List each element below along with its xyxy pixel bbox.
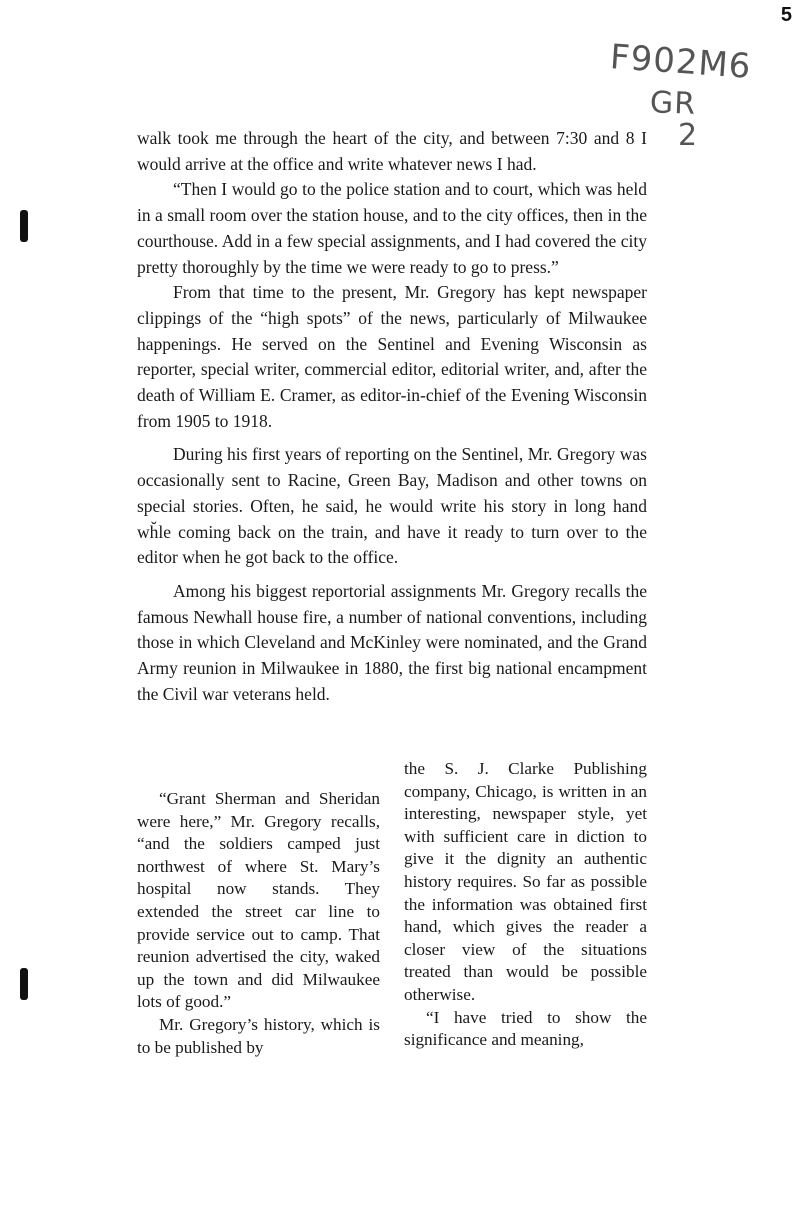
paragraph: walk took me through the heart of the city, and between 7:30 and 8 I would arrive at the office and write whatever news I had.	[137, 128, 647, 174]
handwritten-call-number: F902M6	[608, 37, 753, 87]
paragraph: the S. J. Clarke Publishing company, Chicago, is written in an interesting, newspaper style, yet with sufficient care in diction to give it the dignity an authentic history requires. So far as possible the information was obtained first hand, which gives the reader a closer view of the situations treated than would be possible otherwise.	[404, 759, 647, 1004]
binding-hole-mark	[20, 210, 28, 242]
left-column	[137, 758, 380, 1059]
article-body	[137, 126, 647, 707]
paragraph: “I have tried to show the significance and meaning,	[404, 1007, 647, 1050]
paragraph: During his first years of reporting on the Sentinel, Mr. Gregory was occasionally sent to Racine, Green Bay, Madison and other towns on special stories. Often, he said, he would write his story in long hand wh̆le coming back on the train, and have it ready to turn over to the editor when he got back to the office.	[137, 444, 647, 568]
right-column	[404, 758, 647, 1059]
binding-hole-mark	[20, 968, 28, 1000]
paragraph: “Then I would go to the police station and to court, which was held in a small room over the station house, and to the city offices, then in the courthouse. Add in a few special assignments, and I had covered the city pretty thoroughly by the time we were ready to go to press.”	[137, 179, 647, 277]
paragraph: Mr. Gregory’s history, which is to be published by	[137, 1014, 380, 1057]
handwritten-code: GR	[649, 85, 697, 122]
page-number: 5	[780, 4, 792, 26]
paragraph: “Grant Sherman and Sheridan were here,” Mr. Gregory recalls, “and the soldiers camped just northwest of where St. Mary’s hospital now stands. They extended the street car line to provide service out to camp. That reunion advertised the city, waked up the town and did Milwaukee lots of good.”	[137, 789, 380, 1012]
paragraph: From that time to the present, Mr. Gregory has kept newspaper clippings of the “high spots” of the news, particularly of Milwaukee happenings. He served on the Sentinel and Evening Wisconsin as reporter, special writer, commercial editor, editorial writer, and, after the death of William E. Cramer, as editor-in-chief of the Evening Wisconsin from 1905 to 1918.	[137, 282, 647, 431]
handwritten-sheet-number: 2	[678, 118, 699, 153]
two-column-section	[137, 758, 647, 1059]
paragraph: Among his biggest reportorial assignments Mr. Gregory recalls the famous Newhall house fire, a number of national conventions, including those in which Cleveland and McKinley were nominated, and the Grand Army reunion in Milwaukee in 1880, the first big national encampment the Civil war veterans held.	[137, 580, 647, 704]
